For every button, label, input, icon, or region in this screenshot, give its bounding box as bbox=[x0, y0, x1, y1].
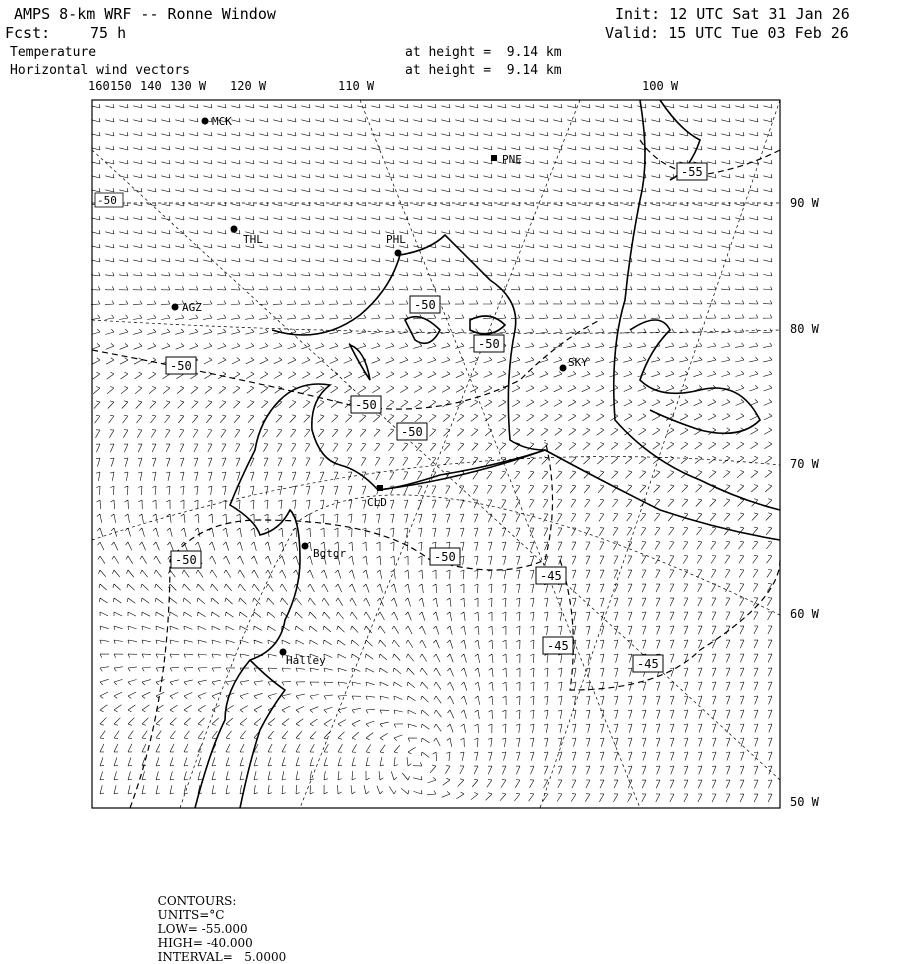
contour-label-4 bbox=[166, 357, 196, 374]
init-time: Init: 12 UTC Sat 31 Jan 26 bbox=[615, 5, 850, 23]
station-thl bbox=[231, 226, 264, 247]
contour-label-11 bbox=[543, 637, 573, 654]
ice-rise-1 bbox=[350, 345, 370, 380]
lon-label-110w: 110 W bbox=[338, 79, 375, 93]
longitude-labels bbox=[88, 79, 679, 93]
station-thl-label: THL bbox=[243, 233, 263, 246]
lon-label-140: 140 bbox=[140, 79, 162, 93]
contour-label-9-text: -50 bbox=[97, 194, 117, 207]
footer-contours: CONTOURS: bbox=[157, 894, 237, 908]
station-cld-label: CLD bbox=[367, 496, 387, 509]
contour-label-2-text: -50 bbox=[414, 298, 436, 312]
wind-vector-field bbox=[91, 104, 772, 802]
footer-low: LOW= -55.000 bbox=[157, 922, 248, 936]
contour-label-3 bbox=[474, 335, 504, 352]
lon-label-150: 150 bbox=[110, 79, 132, 93]
meridian-a bbox=[360, 100, 640, 808]
station-bgtgr-label: Bgtgr bbox=[313, 547, 347, 560]
station-agz bbox=[172, 301, 203, 314]
contour-label-10 bbox=[536, 567, 566, 584]
lon-label-120w: 120 W bbox=[230, 79, 267, 93]
footer-units: UNITS=°C bbox=[157, 908, 225, 922]
station-halley bbox=[280, 649, 327, 668]
contour-label-7-text: -50 bbox=[175, 553, 197, 567]
station-mck-label: MCK bbox=[212, 115, 232, 128]
station-sky-label: SKY bbox=[568, 356, 588, 369]
lon-label-100w: 100 W bbox=[642, 79, 679, 93]
lat-label-50w: 50 W bbox=[790, 795, 819, 809]
station-phl bbox=[386, 233, 406, 257]
graticule-60w bbox=[180, 495, 780, 808]
contour-label-6-text: -50 bbox=[401, 425, 423, 439]
station-halley-label: Halley bbox=[286, 654, 326, 667]
island-coast bbox=[630, 320, 760, 433]
plot-frame bbox=[92, 100, 780, 808]
lat-label-70w: 70 W bbox=[790, 457, 819, 471]
lon-label-160: 160 bbox=[88, 79, 110, 93]
contour-label-12 bbox=[633, 655, 663, 672]
lat-label-90w: 90 W bbox=[790, 196, 819, 210]
wind-barbs bbox=[91, 104, 772, 802]
footer-high: HIGH= -40.000 bbox=[157, 936, 253, 950]
contour-label-10-text: -45 bbox=[540, 569, 562, 583]
field-temperature: Temperature bbox=[10, 45, 97, 60]
contour-footer bbox=[150, 880, 286, 964]
forecast-label: Fcst: bbox=[5, 24, 51, 42]
contour-label-1 bbox=[677, 163, 707, 180]
contour-label-8-text: -50 bbox=[434, 550, 456, 564]
contour-label-8 bbox=[430, 548, 460, 565]
meridian-c bbox=[540, 100, 780, 808]
lon-label-130w: 130 W bbox=[170, 79, 207, 93]
contour-label-3-text: -50 bbox=[478, 337, 500, 351]
contour-label-4-text: -50 bbox=[170, 359, 192, 373]
graticule bbox=[92, 100, 780, 808]
contour-minus45 bbox=[560, 560, 780, 690]
lat-label-80w: 80 W bbox=[790, 322, 819, 336]
contour-label-9 bbox=[97, 194, 117, 207]
footer-interval: INTERVAL= 5.0000 bbox=[157, 950, 287, 964]
forecast-hour: 75 h bbox=[90, 24, 127, 42]
contour-label-11-text: -45 bbox=[547, 639, 569, 653]
temperature-contours bbox=[92, 140, 780, 808]
contour-label-5 bbox=[351, 396, 381, 413]
contour-minus55 bbox=[640, 140, 780, 175]
contour-label-1-text: -55 bbox=[681, 165, 703, 179]
height-temperature: at height = 9.14 km bbox=[405, 45, 562, 60]
contour-label-2 bbox=[410, 296, 440, 313]
station-pne bbox=[491, 153, 522, 166]
height-wind: at height = 9.14 km bbox=[405, 63, 562, 78]
valid-time: Valid: 15 UTC Tue 03 Feb 26 bbox=[605, 24, 849, 42]
coastlines bbox=[195, 100, 780, 808]
field-wind-vectors: Horizontal wind vectors bbox=[10, 63, 191, 78]
station-agz-label: AGZ bbox=[182, 301, 202, 314]
contour-label-12-text: -45 bbox=[637, 657, 659, 671]
contour-label-7 bbox=[171, 551, 201, 568]
contour-label-5-text: -50 bbox=[355, 398, 377, 412]
coats-land-coast bbox=[240, 660, 285, 808]
ronne-ice-shelf-edge bbox=[195, 235, 545, 808]
map-title: AMPS 8-km WRF -- Ronne Window bbox=[14, 5, 276, 23]
latitude-labels bbox=[790, 196, 820, 809]
peninsula-west-coast bbox=[614, 100, 780, 510]
station-sky bbox=[560, 356, 589, 372]
contour-label-6 bbox=[397, 423, 427, 440]
station-mck bbox=[202, 115, 233, 128]
antarctic-peninsula-base bbox=[378, 450, 780, 540]
station-phl-label: PHL bbox=[386, 233, 406, 246]
station-pne-label: PNE bbox=[502, 153, 522, 166]
lat-label-60w: 60 W bbox=[790, 607, 819, 621]
